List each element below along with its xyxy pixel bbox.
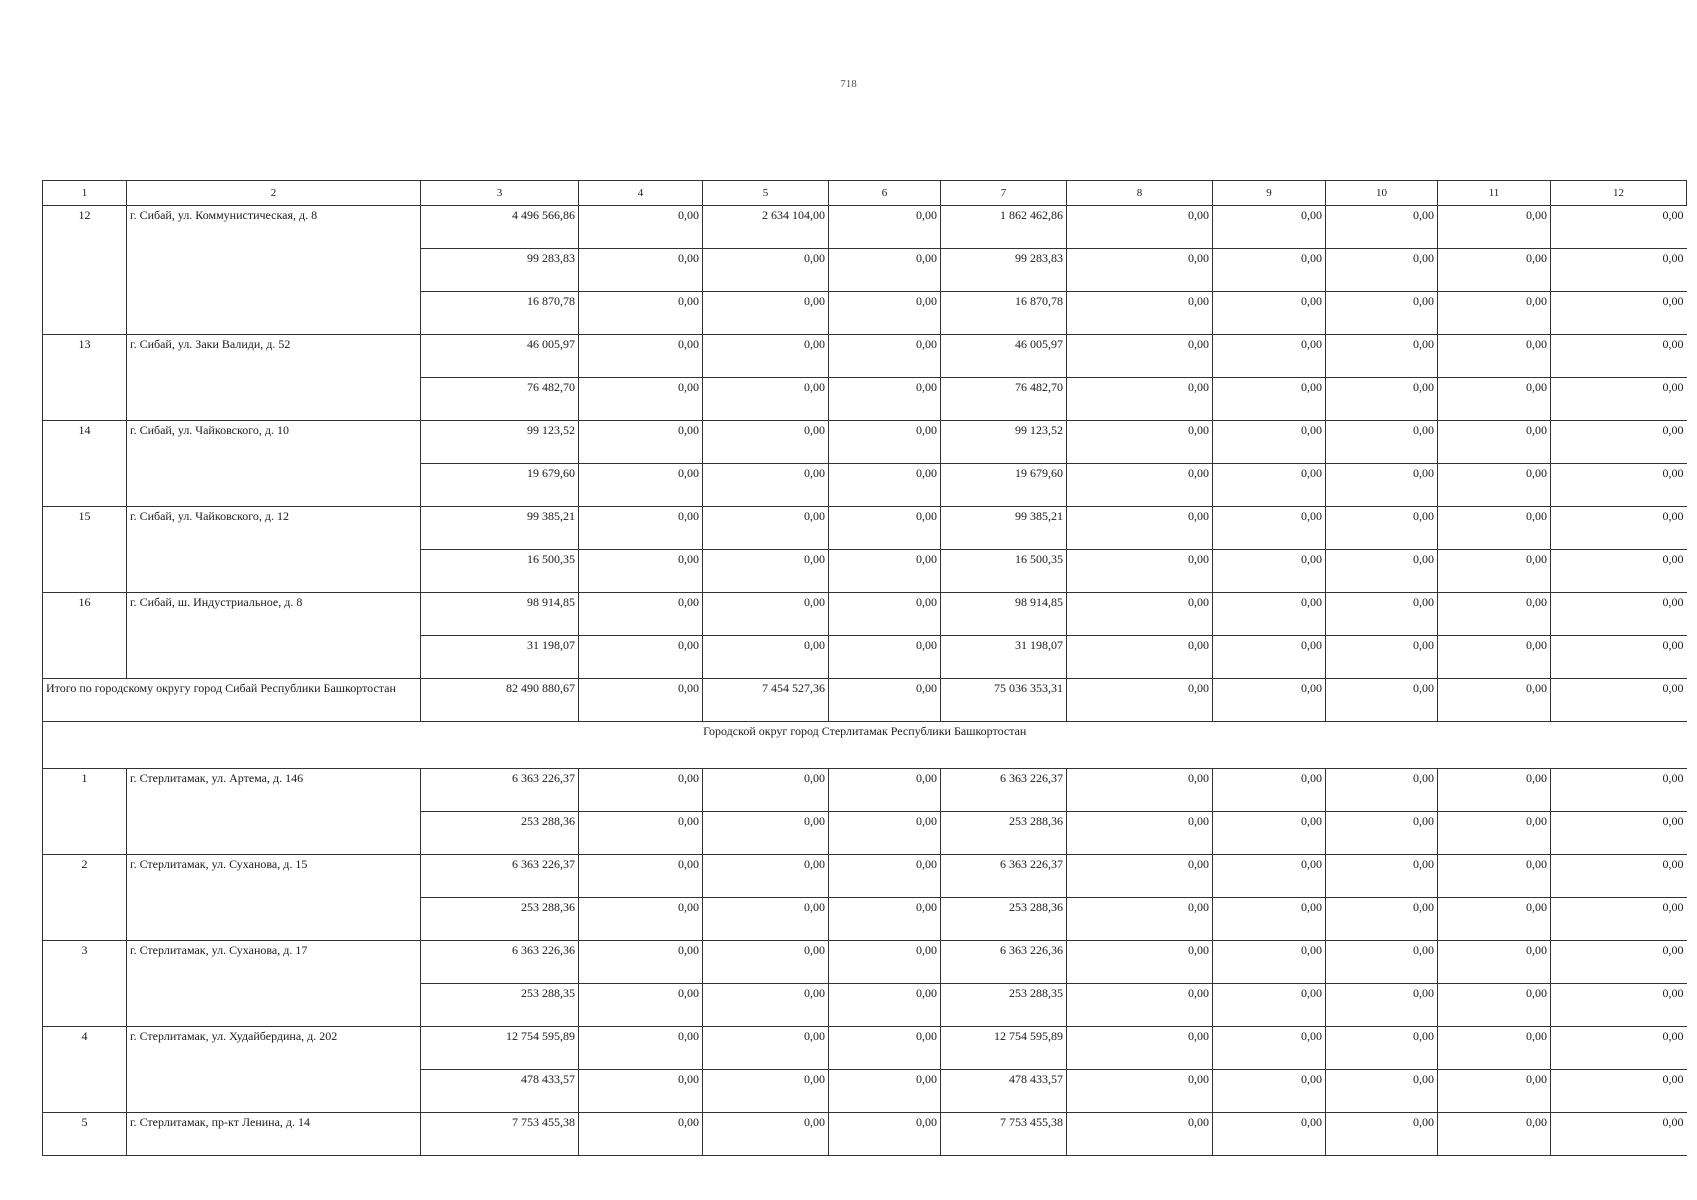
value-cell-col-4: 0,00 xyxy=(579,1027,703,1070)
value-cell-col-5: 0,00 xyxy=(703,292,829,335)
total-value-col-6: 0,00 xyxy=(829,679,941,722)
value-cell-col-9: 0,00 xyxy=(1213,898,1326,941)
value-cell-col-7: 19 679,60 xyxy=(941,464,1067,507)
row-address: г. Сибай, ул. Коммунистическая, д. 8 xyxy=(127,206,421,335)
total-value-col-5: 7 454 527,36 xyxy=(703,679,829,722)
value-cell-col-12: 0,00 xyxy=(1551,636,1687,679)
value-cell-col-12: 0,00 xyxy=(1551,249,1687,292)
value-cell-col-11: 0,00 xyxy=(1438,421,1551,464)
value-cell-col-12: 0,00 xyxy=(1551,464,1687,507)
value-cell-col-8: 0,00 xyxy=(1067,636,1213,679)
value-cell-col-12: 0,00 xyxy=(1551,550,1687,593)
value-cell-col-10: 0,00 xyxy=(1326,769,1438,812)
row-address: г. Сибай, ул. Заки Валиди, д. 52 xyxy=(127,335,421,421)
value-cell-col-6: 0,00 xyxy=(829,984,941,1027)
value-cell-col-3: 76 482,70 xyxy=(421,378,579,421)
value-cell-col-10: 0,00 xyxy=(1326,206,1438,249)
column-header-4: 4 xyxy=(579,181,703,206)
table-body xyxy=(43,181,1687,1156)
row-address: г. Стерлитамак, ул. Суханова, д. 17 xyxy=(127,941,421,1027)
value-cell-col-9: 0,00 xyxy=(1213,378,1326,421)
total-value-col-4: 0,00 xyxy=(579,679,703,722)
value-cell-col-4: 0,00 xyxy=(579,421,703,464)
value-cell-col-5: 0,00 xyxy=(703,507,829,550)
section-heading: Городской округ город Стерлитамак Республики Башкортостан xyxy=(43,722,1687,769)
value-cell-col-5: 0,00 xyxy=(703,984,829,1027)
value-cell-col-10: 0,00 xyxy=(1326,636,1438,679)
value-cell-col-7: 16 870,78 xyxy=(941,292,1067,335)
table-row xyxy=(43,1113,1687,1156)
value-cell-col-8: 0,00 xyxy=(1067,1027,1213,1070)
value-cell-col-9: 0,00 xyxy=(1213,1113,1326,1156)
value-cell-col-7: 76 482,70 xyxy=(941,378,1067,421)
value-cell-col-11: 0,00 xyxy=(1438,1070,1551,1113)
table-row xyxy=(43,507,1687,550)
table-row xyxy=(43,1027,1687,1070)
value-cell-col-4: 0,00 xyxy=(579,593,703,636)
row-address: г. Сибай, ул. Чайковского, д. 10 xyxy=(127,421,421,507)
value-cell-col-4: 0,00 xyxy=(579,550,703,593)
value-cell-col-11: 0,00 xyxy=(1438,769,1551,812)
value-cell-col-7: 253 288,35 xyxy=(941,984,1067,1027)
total-value-col-8: 0,00 xyxy=(1067,679,1213,722)
value-cell-col-11: 0,00 xyxy=(1438,507,1551,550)
column-header-9: 9 xyxy=(1213,181,1326,206)
value-cell-col-10: 0,00 xyxy=(1326,335,1438,378)
column-header-6: 6 xyxy=(829,181,941,206)
value-cell-col-4: 0,00 xyxy=(579,1113,703,1156)
value-cell-col-9: 0,00 xyxy=(1213,769,1326,812)
section-heading-row xyxy=(43,722,1687,769)
value-cell-col-7: 99 123,52 xyxy=(941,421,1067,464)
value-cell-col-5: 2 634 104,00 xyxy=(703,206,829,249)
value-cell-col-8: 0,00 xyxy=(1067,464,1213,507)
value-cell-col-4: 0,00 xyxy=(579,249,703,292)
table-row xyxy=(43,769,1687,812)
value-cell-col-7: 6 363 226,37 xyxy=(941,855,1067,898)
value-cell-col-6: 0,00 xyxy=(829,1113,941,1156)
value-cell-col-11: 0,00 xyxy=(1438,292,1551,335)
value-cell-col-3: 253 288,36 xyxy=(421,898,579,941)
value-cell-col-5: 0,00 xyxy=(703,1113,829,1156)
budget-table xyxy=(42,180,1687,1156)
row-index: 2 xyxy=(43,855,127,941)
value-cell-col-8: 0,00 xyxy=(1067,941,1213,984)
value-cell-col-6: 0,00 xyxy=(829,206,941,249)
value-cell-col-5: 0,00 xyxy=(703,249,829,292)
value-cell-col-3: 99 385,21 xyxy=(421,507,579,550)
value-cell-col-3: 7 753 455,38 xyxy=(421,1113,579,1156)
value-cell-col-3: 31 198,07 xyxy=(421,636,579,679)
value-cell-col-11: 0,00 xyxy=(1438,593,1551,636)
value-cell-col-12: 0,00 xyxy=(1551,984,1687,1027)
value-cell-col-3: 19 679,60 xyxy=(421,464,579,507)
value-cell-col-11: 0,00 xyxy=(1438,249,1551,292)
value-cell-col-3: 16 500,35 xyxy=(421,550,579,593)
value-cell-col-9: 0,00 xyxy=(1213,421,1326,464)
value-cell-col-4: 0,00 xyxy=(579,855,703,898)
column-header-12: 12 xyxy=(1551,181,1687,206)
value-cell-col-9: 0,00 xyxy=(1213,335,1326,378)
value-cell-col-6: 0,00 xyxy=(829,812,941,855)
value-cell-col-9: 0,00 xyxy=(1213,1027,1326,1070)
row-index: 4 xyxy=(43,1027,127,1113)
value-cell-col-11: 0,00 xyxy=(1438,898,1551,941)
value-cell-col-3: 16 870,78 xyxy=(421,292,579,335)
column-header-5: 5 xyxy=(703,181,829,206)
column-header-row xyxy=(43,181,1687,206)
value-cell-col-6: 0,00 xyxy=(829,507,941,550)
value-cell-col-7: 98 914,85 xyxy=(941,593,1067,636)
value-cell-col-5: 0,00 xyxy=(703,421,829,464)
value-cell-col-12: 0,00 xyxy=(1551,1070,1687,1113)
value-cell-col-9: 0,00 xyxy=(1213,507,1326,550)
value-cell-col-10: 0,00 xyxy=(1326,855,1438,898)
value-cell-col-5: 0,00 xyxy=(703,593,829,636)
value-cell-col-3: 253 288,36 xyxy=(421,812,579,855)
value-cell-col-12: 0,00 xyxy=(1551,898,1687,941)
value-cell-col-11: 0,00 xyxy=(1438,335,1551,378)
value-cell-col-8: 0,00 xyxy=(1067,593,1213,636)
value-cell-col-8: 0,00 xyxy=(1067,292,1213,335)
table-row xyxy=(43,593,1687,636)
value-cell-col-8: 0,00 xyxy=(1067,249,1213,292)
row-address: г. Сибай, ш. Индустриальное, д. 8 xyxy=(127,593,421,679)
value-cell-col-7: 253 288,36 xyxy=(941,812,1067,855)
value-cell-col-10: 0,00 xyxy=(1326,898,1438,941)
row-address: г. Стерлитамак, ул. Худайбердина, д. 202 xyxy=(127,1027,421,1113)
value-cell-col-7: 31 198,07 xyxy=(941,636,1067,679)
value-cell-col-5: 0,00 xyxy=(703,636,829,679)
column-header-11: 11 xyxy=(1438,181,1551,206)
row-index: 15 xyxy=(43,507,127,593)
value-cell-col-12: 0,00 xyxy=(1551,1113,1687,1156)
value-cell-col-12: 0,00 xyxy=(1551,507,1687,550)
value-cell-col-4: 0,00 xyxy=(579,898,703,941)
value-cell-col-5: 0,00 xyxy=(703,941,829,984)
column-header-7: 7 xyxy=(941,181,1067,206)
row-address: г. Стерлитамак, пр-кт Ленина, д. 14 xyxy=(127,1113,421,1156)
value-cell-col-4: 0,00 xyxy=(579,335,703,378)
value-cell-col-3: 12 754 595,89 xyxy=(421,1027,579,1070)
row-index: 3 xyxy=(43,941,127,1027)
value-cell-col-3: 6 363 226,36 xyxy=(421,941,579,984)
value-cell-col-10: 0,00 xyxy=(1326,812,1438,855)
table-row xyxy=(43,206,1687,249)
value-cell-col-6: 0,00 xyxy=(829,421,941,464)
value-cell-col-5: 0,00 xyxy=(703,464,829,507)
value-cell-col-9: 0,00 xyxy=(1213,812,1326,855)
value-cell-col-8: 0,00 xyxy=(1067,812,1213,855)
value-cell-col-6: 0,00 xyxy=(829,593,941,636)
value-cell-col-10: 0,00 xyxy=(1326,941,1438,984)
value-cell-col-10: 0,00 xyxy=(1326,507,1438,550)
value-cell-col-5: 0,00 xyxy=(703,1027,829,1070)
value-cell-col-10: 0,00 xyxy=(1326,249,1438,292)
value-cell-col-8: 0,00 xyxy=(1067,421,1213,464)
value-cell-col-6: 0,00 xyxy=(829,378,941,421)
value-cell-col-9: 0,00 xyxy=(1213,292,1326,335)
value-cell-col-12: 0,00 xyxy=(1551,1027,1687,1070)
value-cell-col-11: 0,00 xyxy=(1438,941,1551,984)
value-cell-col-4: 0,00 xyxy=(579,941,703,984)
value-cell-col-9: 0,00 xyxy=(1213,941,1326,984)
value-cell-col-10: 0,00 xyxy=(1326,292,1438,335)
total-label: Итого по городскому округу город Сибай Республики Башкортостан xyxy=(43,679,421,722)
value-cell-col-8: 0,00 xyxy=(1067,1113,1213,1156)
value-cell-col-4: 0,00 xyxy=(579,1070,703,1113)
value-cell-col-5: 0,00 xyxy=(703,855,829,898)
value-cell-col-10: 0,00 xyxy=(1326,421,1438,464)
value-cell-col-6: 0,00 xyxy=(829,464,941,507)
table-row xyxy=(43,941,1687,984)
value-cell-col-6: 0,00 xyxy=(829,292,941,335)
value-cell-col-3: 6 363 226,37 xyxy=(421,855,579,898)
value-cell-col-7: 6 363 226,37 xyxy=(941,769,1067,812)
value-cell-col-4: 0,00 xyxy=(579,464,703,507)
value-cell-col-7: 99 283,83 xyxy=(941,249,1067,292)
value-cell-col-3: 46 005,97 xyxy=(421,335,579,378)
value-cell-col-9: 0,00 xyxy=(1213,1070,1326,1113)
value-cell-col-11: 0,00 xyxy=(1438,464,1551,507)
value-cell-col-7: 1 862 462,86 xyxy=(941,206,1067,249)
total-row xyxy=(43,679,1687,722)
value-cell-col-11: 0,00 xyxy=(1438,812,1551,855)
page-number: 718 xyxy=(840,78,857,90)
total-value-col-3: 82 490 880,67 xyxy=(421,679,579,722)
value-cell-col-5: 0,00 xyxy=(703,1070,829,1113)
total-value-col-9: 0,00 xyxy=(1213,679,1326,722)
value-cell-col-7: 12 754 595,89 xyxy=(941,1027,1067,1070)
value-cell-col-3: 99 123,52 xyxy=(421,421,579,464)
value-cell-col-9: 0,00 xyxy=(1213,206,1326,249)
value-cell-col-8: 0,00 xyxy=(1067,550,1213,593)
value-cell-col-11: 0,00 xyxy=(1438,855,1551,898)
column-header-8: 8 xyxy=(1067,181,1213,206)
value-cell-col-9: 0,00 xyxy=(1213,593,1326,636)
value-cell-col-7: 6 363 226,36 xyxy=(941,941,1067,984)
value-cell-col-3: 4 496 566,86 xyxy=(421,206,579,249)
table-row xyxy=(43,421,1687,464)
column-header-10: 10 xyxy=(1326,181,1438,206)
value-cell-col-3: 253 288,35 xyxy=(421,984,579,1027)
value-cell-col-4: 0,00 xyxy=(579,984,703,1027)
value-cell-col-3: 478 433,57 xyxy=(421,1070,579,1113)
table-row xyxy=(43,855,1687,898)
value-cell-col-4: 0,00 xyxy=(579,206,703,249)
value-cell-col-8: 0,00 xyxy=(1067,855,1213,898)
value-cell-col-12: 0,00 xyxy=(1551,593,1687,636)
row-address: г. Сибай, ул. Чайковского, д. 12 xyxy=(127,507,421,593)
value-cell-col-8: 0,00 xyxy=(1067,1070,1213,1113)
value-cell-col-4: 0,00 xyxy=(579,292,703,335)
value-cell-col-6: 0,00 xyxy=(829,249,941,292)
row-address: г. Стерлитамак, ул. Артема, д. 146 xyxy=(127,769,421,855)
value-cell-col-7: 7 753 455,38 xyxy=(941,1113,1067,1156)
row-index: 13 xyxy=(43,335,127,421)
row-index: 16 xyxy=(43,593,127,679)
value-cell-col-8: 0,00 xyxy=(1067,984,1213,1027)
value-cell-col-5: 0,00 xyxy=(703,550,829,593)
total-value-col-7: 75 036 353,31 xyxy=(941,679,1067,722)
value-cell-col-6: 0,00 xyxy=(829,335,941,378)
value-cell-col-12: 0,00 xyxy=(1551,206,1687,249)
table-row xyxy=(43,335,1687,378)
value-cell-col-5: 0,00 xyxy=(703,812,829,855)
value-cell-col-6: 0,00 xyxy=(829,941,941,984)
value-cell-col-8: 0,00 xyxy=(1067,335,1213,378)
value-cell-col-4: 0,00 xyxy=(579,812,703,855)
value-cell-col-8: 0,00 xyxy=(1067,769,1213,812)
total-value-col-10: 0,00 xyxy=(1326,679,1438,722)
column-header-3: 3 xyxy=(421,181,579,206)
value-cell-col-9: 0,00 xyxy=(1213,636,1326,679)
value-cell-col-6: 0,00 xyxy=(829,769,941,812)
value-cell-col-11: 0,00 xyxy=(1438,206,1551,249)
row-address: г. Стерлитамак, ул. Суханова, д. 15 xyxy=(127,855,421,941)
value-cell-col-3: 6 363 226,37 xyxy=(421,769,579,812)
value-cell-col-9: 0,00 xyxy=(1213,464,1326,507)
value-cell-col-11: 0,00 xyxy=(1438,378,1551,421)
value-cell-col-7: 99 385,21 xyxy=(941,507,1067,550)
column-header-1: 1 xyxy=(43,181,127,206)
value-cell-col-4: 0,00 xyxy=(579,507,703,550)
value-cell-col-6: 0,00 xyxy=(829,855,941,898)
value-cell-col-6: 0,00 xyxy=(829,898,941,941)
value-cell-col-5: 0,00 xyxy=(703,769,829,812)
value-cell-col-8: 0,00 xyxy=(1067,507,1213,550)
value-cell-col-3: 98 914,85 xyxy=(421,593,579,636)
value-cell-col-5: 0,00 xyxy=(703,335,829,378)
value-cell-col-10: 0,00 xyxy=(1326,464,1438,507)
value-cell-col-7: 253 288,36 xyxy=(941,898,1067,941)
total-value-col-12: 0,00 xyxy=(1551,679,1687,722)
row-index: 5 xyxy=(43,1113,127,1156)
value-cell-col-6: 0,00 xyxy=(829,550,941,593)
value-cell-col-4: 0,00 xyxy=(579,378,703,421)
value-cell-col-4: 0,00 xyxy=(579,769,703,812)
value-cell-col-12: 0,00 xyxy=(1551,812,1687,855)
row-index: 14 xyxy=(43,421,127,507)
value-cell-col-11: 0,00 xyxy=(1438,550,1551,593)
value-cell-col-12: 0,00 xyxy=(1551,769,1687,812)
value-cell-col-8: 0,00 xyxy=(1067,898,1213,941)
value-cell-col-9: 0,00 xyxy=(1213,249,1326,292)
value-cell-col-6: 0,00 xyxy=(829,1070,941,1113)
value-cell-col-10: 0,00 xyxy=(1326,1027,1438,1070)
value-cell-col-10: 0,00 xyxy=(1326,1070,1438,1113)
value-cell-col-7: 478 433,57 xyxy=(941,1070,1067,1113)
value-cell-col-10: 0,00 xyxy=(1326,550,1438,593)
total-value-col-11: 0,00 xyxy=(1438,679,1551,722)
value-cell-col-6: 0,00 xyxy=(829,636,941,679)
row-index: 12 xyxy=(43,206,127,335)
value-cell-col-11: 0,00 xyxy=(1438,1027,1551,1070)
value-cell-col-12: 0,00 xyxy=(1551,421,1687,464)
value-cell-col-4: 0,00 xyxy=(579,636,703,679)
value-cell-col-9: 0,00 xyxy=(1213,984,1326,1027)
value-cell-col-12: 0,00 xyxy=(1551,292,1687,335)
value-cell-col-12: 0,00 xyxy=(1551,941,1687,984)
value-cell-col-8: 0,00 xyxy=(1067,206,1213,249)
value-cell-col-12: 0,00 xyxy=(1551,335,1687,378)
value-cell-col-3: 99 283,83 xyxy=(421,249,579,292)
value-cell-col-10: 0,00 xyxy=(1326,593,1438,636)
column-header-2: 2 xyxy=(127,181,421,206)
value-cell-col-7: 46 005,97 xyxy=(941,335,1067,378)
value-cell-col-10: 0,00 xyxy=(1326,1113,1438,1156)
value-cell-col-12: 0,00 xyxy=(1551,855,1687,898)
value-cell-col-5: 0,00 xyxy=(703,378,829,421)
value-cell-col-9: 0,00 xyxy=(1213,855,1326,898)
value-cell-col-10: 0,00 xyxy=(1326,984,1438,1027)
value-cell-col-9: 0,00 xyxy=(1213,550,1326,593)
value-cell-col-12: 0,00 xyxy=(1551,378,1687,421)
row-index: 1 xyxy=(43,769,127,855)
value-cell-col-10: 0,00 xyxy=(1326,378,1438,421)
value-cell-col-11: 0,00 xyxy=(1438,636,1551,679)
value-cell-col-5: 0,00 xyxy=(703,898,829,941)
value-cell-col-8: 0,00 xyxy=(1067,378,1213,421)
value-cell-col-11: 0,00 xyxy=(1438,1113,1551,1156)
value-cell-col-7: 16 500,35 xyxy=(941,550,1067,593)
value-cell-col-6: 0,00 xyxy=(829,1027,941,1070)
value-cell-col-11: 0,00 xyxy=(1438,984,1551,1027)
